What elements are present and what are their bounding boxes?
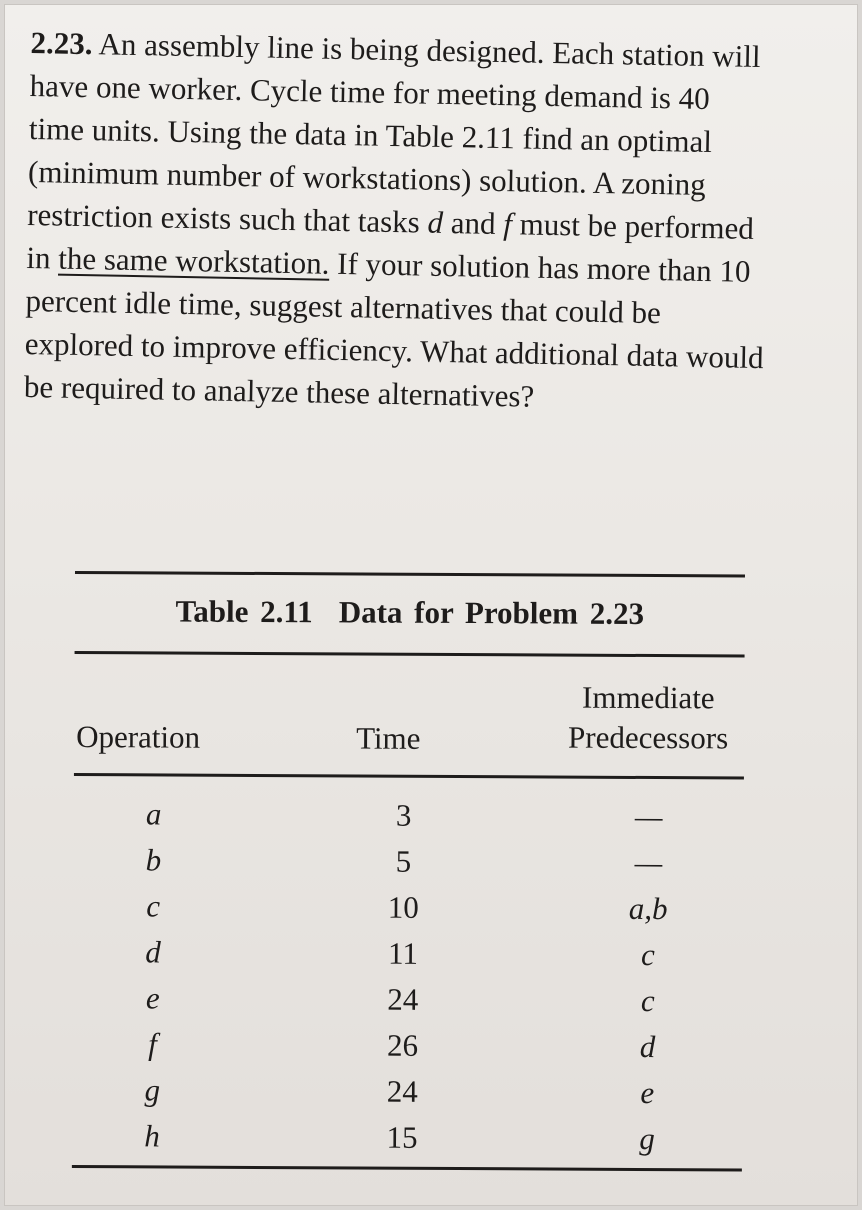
cell-time: 11 [387, 935, 419, 971]
task-d: d [427, 204, 444, 240]
table-row [73, 883, 743, 933]
table-top-rule [75, 571, 745, 578]
cell-time: 24 [386, 1073, 418, 1109]
cell-predecessors: c [641, 936, 655, 973]
table-row [72, 1067, 742, 1117]
cell-predecessors: e [640, 1074, 655, 1111]
cell-time: 5 [395, 843, 412, 879]
table-row [73, 929, 743, 979]
underlined-phrase: the same workstation. [57, 240, 330, 281]
cell-operation: b [145, 842, 162, 878]
textbook-page [4, 4, 858, 1206]
task-f: f [502, 206, 513, 242]
cell-operation: e [145, 980, 160, 1016]
table-row [72, 1021, 742, 1071]
table-title: Data for Problem 2.23 [338, 594, 645, 631]
cell-operation: c [146, 888, 161, 924]
cell-predecessors: g [639, 1120, 655, 1157]
cell-operation: h [144, 1118, 160, 1154]
header-pred-line1: Immediate [581, 679, 715, 716]
cell-time: 26 [386, 1027, 419, 1063]
table-row [73, 837, 743, 887]
cell-predecessors: a,b [628, 890, 668, 927]
cell-time: 3 [395, 797, 412, 833]
problem-text [24, 21, 771, 422]
cell-operation: d [145, 934, 161, 970]
data-table [72, 571, 745, 1184]
header-rule [74, 773, 744, 780]
table-bottom-rule [72, 1165, 742, 1172]
problem-intro: An assembly line is being designed. Each station will have one worker. Cycle time for meeting demand is 40 time units. Using the data in Table 2.11 find an optimal (minimum number of workstations) solution. A zoning restriction exists such that tasks [26, 26, 761, 240]
problem-rest: If your solution has more than 10 percent idle time, suggest alternatives that could be explored to improve efficiency. What additional data would be required to analyze these alternatives? [23, 245, 764, 414]
cell-predecessors: — [634, 844, 663, 881]
cell-predecessors: c [640, 982, 655, 1019]
cell-operation: g [144, 1072, 161, 1108]
header-pred-line2: Predecessors [567, 719, 729, 756]
header-predecessors [548, 677, 748, 758]
header-operation: Operation [76, 719, 201, 755]
cell-operation: a [145, 796, 162, 832]
table-row [72, 1113, 742, 1163]
problem-number: 2.23. [30, 24, 93, 62]
cell-predecessors: d [639, 1028, 656, 1065]
cell-operation: f [148, 1026, 157, 1062]
and-word: and [450, 205, 496, 241]
cell-time: 10 [387, 889, 419, 925]
cell-time: 15 [386, 1119, 418, 1155]
header-time: Time [356, 720, 421, 756]
cell-predecessors: — [634, 798, 663, 835]
constraint-text: must be performed in [26, 206, 755, 276]
cell-time: 24 [387, 981, 419, 1017]
table-row [74, 791, 744, 841]
table-number: Table 2.11 [175, 593, 313, 630]
caption-rule [75, 651, 745, 658]
table-row [73, 975, 743, 1025]
table-caption [75, 593, 745, 633]
